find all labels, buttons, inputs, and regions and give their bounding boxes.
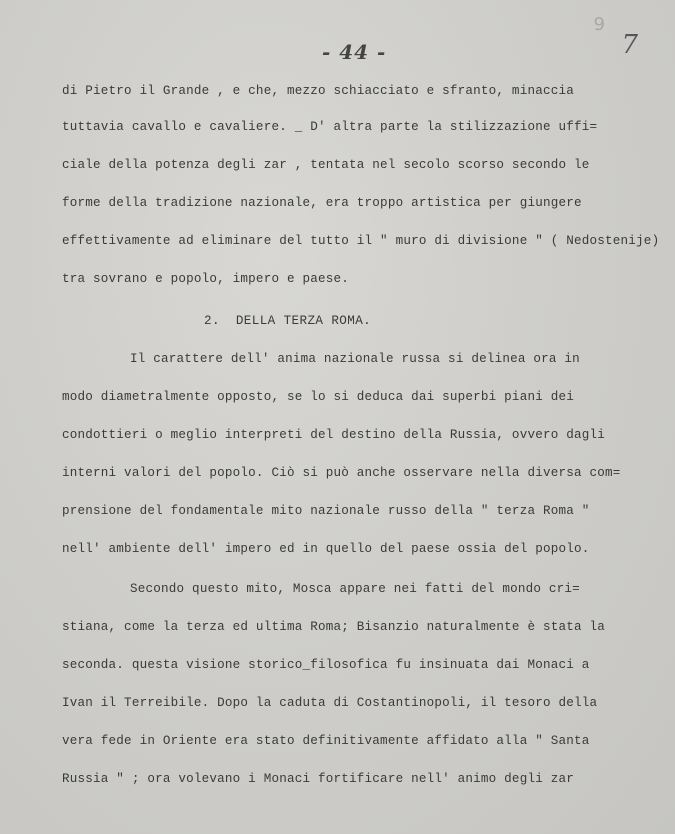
faint-corner-mark: 9: [593, 14, 605, 35]
text-line: Secondo questo mito, Mosca appare nei fatti del mondo cri=: [130, 582, 580, 596]
text-line: effettivamente ad eliminare del tutto il " muro di divisione " ( Nedostenije): [62, 234, 660, 248]
text-line: tuttavia cavallo e cavaliere. _ D' altra parte la stilizzazione uffi=: [62, 120, 598, 134]
text-line: seconda. questa visione storico_filosofica fu insinuata dai Monaci a: [62, 658, 590, 672]
text-line: interni valori del popolo. Ciò si può anche osservare nella diversa com=: [62, 466, 621, 480]
text-line: vera fede in Oriente era stato definitivamente affidato alla " Santa: [62, 734, 590, 748]
text-line: Russia " ; ora volevano i Monaci fortificare nell' animo degli zar: [62, 772, 574, 786]
text-line: forme della tradizione nazionale, era troppo artistica per giungere: [62, 196, 582, 210]
text-line: condottieri o meglio interpreti del destino della Russia, ovvero dagli: [62, 428, 606, 442]
text-line: prensione del fondamentale mito nazionale russo della " terza Roma ": [62, 504, 590, 518]
text-line: di Pietro il Grande , e che, mezzo schiacciato e sfranto, minaccia: [62, 84, 574, 98]
page-number: - 44 -: [322, 40, 387, 64]
text-line: tra sovrano e popolo, impero e paese.: [62, 272, 350, 286]
text-line: nell' ambiente dell' impero ed in quello del paese ossia del popolo.: [62, 542, 590, 556]
section-heading: 2. DELLA TERZA ROMA.: [204, 314, 372, 328]
text-line: Il carattere dell' anima nazionale russa si delinea ora in: [130, 352, 580, 366]
text-line: modo diametralmente opposto, se lo si deduca dai superbi piani dei: [62, 390, 574, 404]
text-line: stiana, come la terza ed ultima Roma; Bisanzio naturalmente è stata la: [62, 620, 606, 634]
pencil-page-number: 7: [621, 30, 639, 60]
text-line: ciale della potenza degli zar , tentata nel secolo scorso secondo le: [62, 158, 590, 172]
text-line: Ivan il Terreibile. Dopo la caduta di Costantinopoli, il tesoro della: [62, 696, 598, 710]
